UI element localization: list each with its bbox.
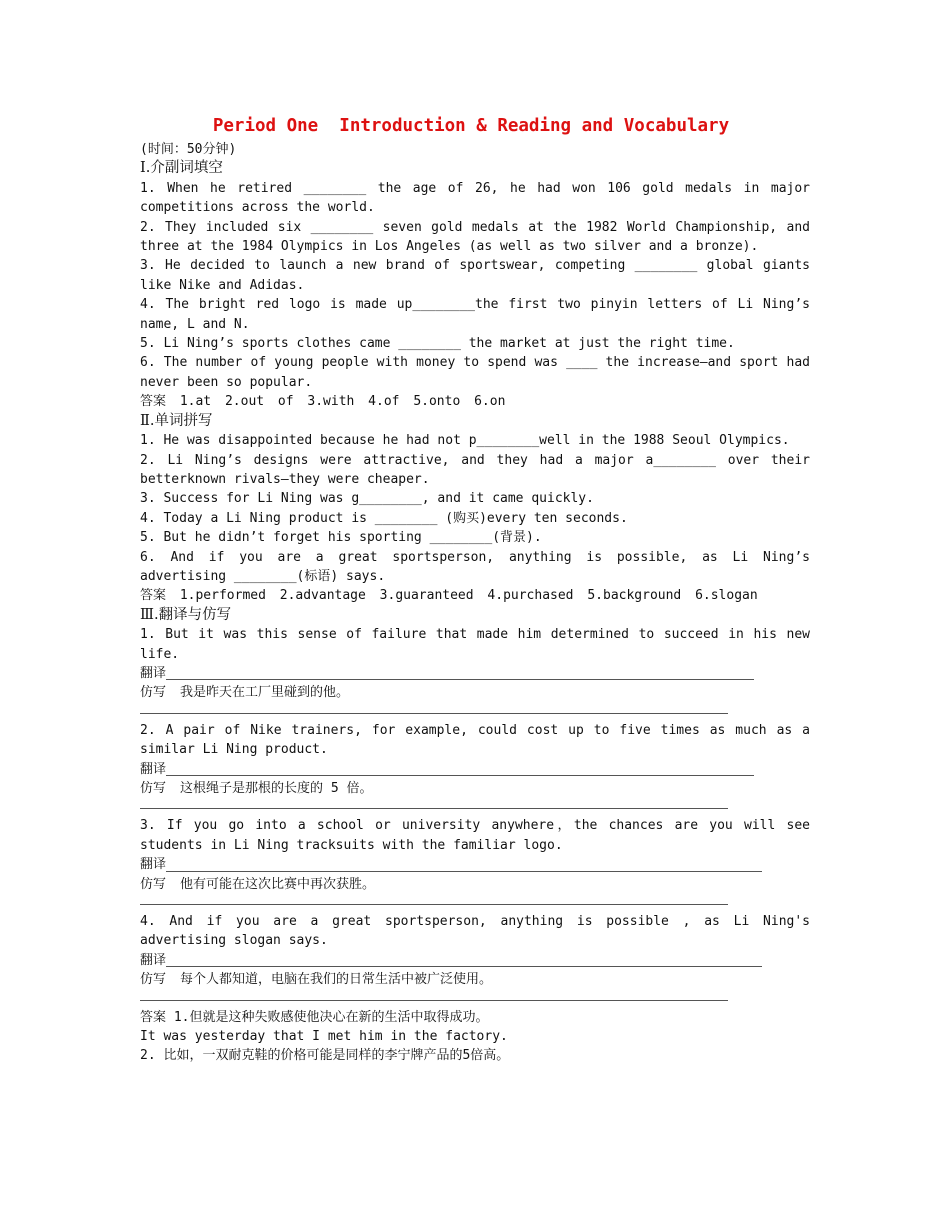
- section-3-answer: It was yesterday that I met him in the factory.: [140, 1029, 508, 1045]
- time-note: (时间：50分钟): [140, 142, 237, 157]
- section-3-heading: Ⅲ.翻译与仿写: [140, 606, 232, 623]
- exercise-item: 6. The number of young people with money to spend was ____ the increase—and sport had never been so popular.: [140, 355, 810, 390]
- imitate-row: [140, 875, 810, 894]
- translation-item: [140, 816, 810, 905]
- translate-row: [140, 951, 810, 970]
- source-sentence: 3. If you go into a school or university anywhere，the chances are you will see students in Li Ning tracksuits with the familiar logo.: [140, 818, 810, 853]
- translate-answer-line[interactable]: [166, 761, 754, 776]
- imitate-label: 仿写: [140, 781, 167, 796]
- imitate-row: [140, 779, 810, 798]
- document-page: [140, 112, 810, 1066]
- translation-item: [140, 625, 810, 714]
- translate-answer-line[interactable]: [166, 857, 762, 872]
- exercise-item: 6. And if you are a great sportsperson, anything is possible, as Li Ning’s advertising ________(标语) says.: [140, 549, 810, 584]
- translate-row: [140, 760, 810, 779]
- exercise-item: 3. Success for Li Ning was g________, and it came quickly.: [140, 491, 594, 507]
- source-sentence: 1. But it was this sense of failure that made him determined to succeed in his new life.: [140, 627, 810, 662]
- exercise-item: 4. The bright red logo is made up________the first two pinyin letters of Li Ning’s name, L and N.: [140, 297, 810, 332]
- imitate-answer-line[interactable]: [140, 798, 728, 809]
- translate-label: 翻译: [140, 665, 167, 681]
- exercise-item: 1. He was disappointed because he had not p________well in the 1988 Seoul Olympics.: [140, 433, 790, 449]
- imitate-prompt: 他有可能在这次比赛中再次获胜。: [180, 876, 376, 892]
- section-1-heading: I.介副词填空: [140, 160, 223, 177]
- translation-item: [140, 721, 810, 810]
- imitate-prompt: 这根绳子是那根的长度的 5 倍。: [180, 781, 373, 796]
- exercise-item: 1. When he retired ________ the age of 26, he had won 106 gold medals in major competitions across the world.: [140, 180, 810, 216]
- section-3-answer: 2. 比如，一双耐克鞋的价格可能是同样的李宁牌产品的5倍高。: [140, 1048, 510, 1064]
- translate-label: 翻译: [140, 952, 167, 968]
- section-1-answer: 答案 1.at 2.out of 3.with 4.of 5.onto 6.on: [140, 394, 506, 410]
- imitate-answer-line[interactable]: [140, 990, 728, 1001]
- imitate-answer-line[interactable]: [140, 894, 728, 905]
- translate-answer-line[interactable]: [166, 952, 762, 967]
- imitate-row: [140, 970, 810, 989]
- translate-row: [140, 855, 810, 874]
- imitate-label: 仿写: [140, 972, 167, 988]
- translate-answer-line[interactable]: [166, 665, 754, 680]
- exercise-item: 5. But he didn’t forget his sporting ________(背景).: [140, 530, 542, 546]
- page-title: Period One Introduction & Reading and Vocabulary: [212, 116, 730, 136]
- exercise-item: 2. They included six ________ seven gold medals at the 1982 World Championship, and three at the 1984 Olympics in Los Angeles (as well as two silver and a bronze).: [140, 219, 810, 255]
- section-2-answer: 答案 1.performed 2.advantage 3.guaranteed 4.purchased 5.background 6.slogan: [140, 588, 758, 604]
- translation-item: [140, 912, 810, 1001]
- imitate-prompt: 我是昨天在工厂里碰到的他。: [180, 685, 350, 701]
- source-sentence: 2. A pair of Nike trainers, for example, could cost up to five times as much as a similar Li Ning product.: [140, 722, 810, 758]
- translate-row: [140, 664, 810, 683]
- exercise-item: 3. He decided to launch a new brand of sportswear, competing ________ global giants like Nike and Adidas.: [140, 258, 810, 293]
- translate-label: 翻译: [140, 761, 167, 777]
- imitate-label: 仿写: [140, 876, 167, 892]
- imitate-row: [140, 683, 810, 702]
- exercise-item: 2. Li Ning’s designs were attractive, and they had a major a________ over their betterknown rivals—they were cheaper.: [140, 452, 810, 487]
- translate-label: 翻译: [140, 857, 167, 873]
- section-3-answer: 答案 1.但就是这种失败感使他决心在新的生活中取得成功。: [140, 1009, 489, 1025]
- exercise-item: 5. Li Ning’s sports clothes came ________ the market at just the right time.: [140, 336, 735, 352]
- section-2-heading: Ⅱ.单词拼写: [140, 412, 213, 429]
- imitate-label: 仿写: [140, 685, 167, 701]
- exercise-item: 4. Today a Li Ning product is ________ (购买)every ten seconds.: [140, 510, 628, 526]
- imitate-answer-line[interactable]: [140, 703, 728, 714]
- source-sentence: 4. And if you are a great sportsperson, anything is possible , as Li Ning's advertising slogan says.: [140, 914, 810, 949]
- imitate-prompt: 每个人都知道，电脑在我们的日常生活中被广泛使用。: [180, 972, 493, 988]
